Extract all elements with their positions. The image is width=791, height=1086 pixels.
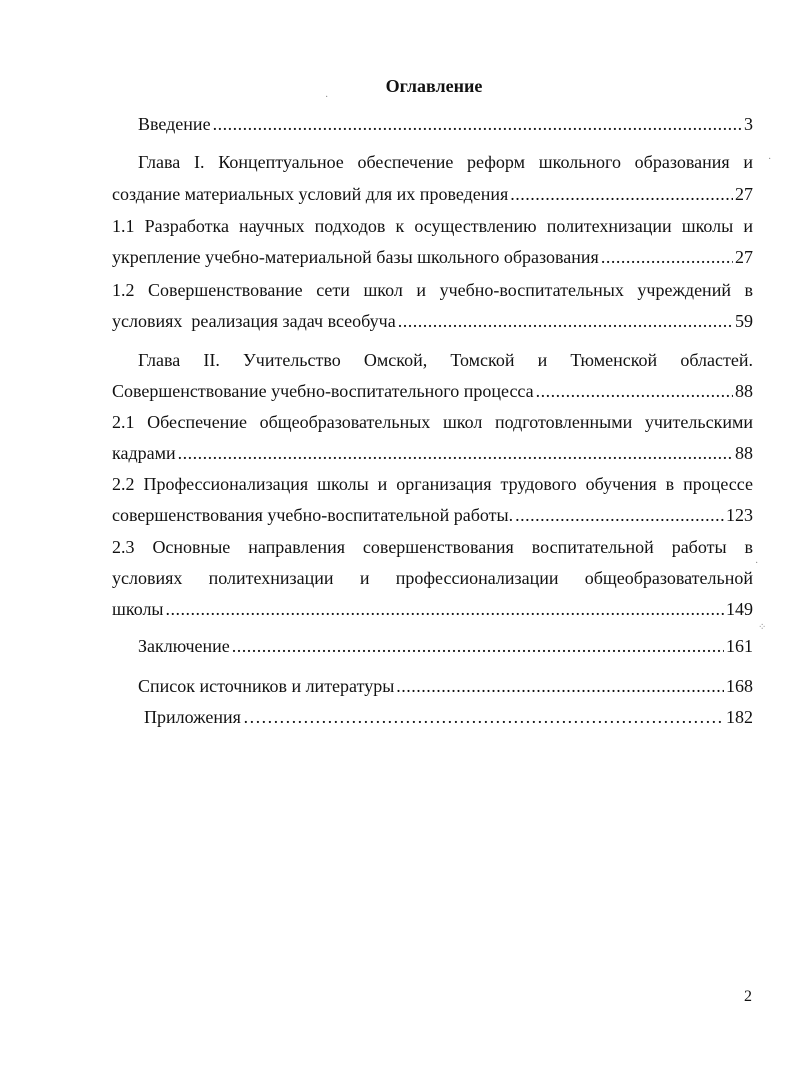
toc-chapter-2-line2[interactable]: [112, 379, 753, 403]
dot-leader: [515, 503, 724, 527]
toc-entry-intro[interactable]: [138, 112, 753, 136]
toc-entry-page: 88: [735, 381, 753, 401]
toc-section-2-2-line2[interactable]: [112, 503, 753, 527]
dot-leader: [396, 674, 724, 698]
toc-entry-label: совершенствования учебно-воспитательной работы.: [112, 505, 514, 525]
toc-entry-label: создание материальных условий для их проведения: [112, 184, 509, 204]
dot-leader: [601, 245, 733, 269]
toc-section-2-1-line2[interactable]: [112, 441, 753, 465]
dot-leader: [213, 112, 742, 136]
toc-chapter-2-line1[interactable]: Глава II. Учительство Омской, Томской и Тюменской областей.: [138, 350, 753, 370]
toc-section-1-2-line2[interactable]: [112, 309, 753, 333]
scan-speck: ·: [755, 558, 759, 569]
toc-entry-page: 149: [726, 599, 753, 619]
toc-section-1-2-line1[interactable]: 1.2 Совершенствование сети школ и учебно-воспитательных учреждений в: [112, 280, 753, 300]
page-title: Оглавление: [385, 76, 483, 96]
toc-entry-page: 3: [744, 114, 753, 134]
scan-speck: ·: [768, 154, 772, 165]
dot-leader: [178, 441, 733, 465]
toc-entry-page: 182: [726, 707, 753, 727]
page-number: 2: [744, 988, 752, 1005]
dot-leader: [166, 597, 724, 621]
toc-entry-label: укрепление учебно-материальной базы школьного образования: [112, 247, 599, 267]
toc-entry-page: 27: [735, 184, 753, 204]
dot-leader: [536, 379, 733, 403]
toc-section-1-1-line1[interactable]: 1.1 Разработка научных подходов к осуществлению политехнизации школы и: [112, 216, 753, 236]
toc-section-2-3-line1[interactable]: 2.3 Основные направления совершенствования воспитательной работы в: [112, 537, 753, 557]
toc-entry-label: школы: [112, 599, 164, 619]
toc-chapter-1-line2[interactable]: [112, 182, 753, 206]
toc-entry-label: кадрами: [112, 443, 176, 463]
toc-entry-page: 59: [735, 311, 753, 331]
toc-chapter-1-line1[interactable]: Глава I. Концептуальное обеспечение реформ школьного образования и: [138, 152, 753, 172]
toc-section-2-2-line1[interactable]: 2.2 Профессионализация школы и организация трудового обучения в процессе: [112, 474, 753, 494]
toc-entry-appendix[interactable]: [144, 705, 753, 729]
toc-entry-label: Совершенствование учебно-воспитательного процесса: [112, 381, 534, 401]
scan-speck: ·: [325, 92, 329, 103]
scan-speck: ⁘: [758, 622, 767, 633]
dot-leader: [398, 309, 733, 333]
dot-leader: [243, 705, 724, 729]
toc-entry-label: Введение: [138, 114, 211, 134]
toc-entry-page: 27: [735, 247, 753, 267]
toc-entry-conclusion[interactable]: [138, 634, 753, 658]
toc-entry-page: 161: [726, 636, 753, 656]
toc-section-1-1-line2[interactable]: [112, 245, 753, 269]
toc-section-2-3-line2[interactable]: условиях политехнизации и профессионализации общеобразовательной: [112, 568, 753, 588]
toc-entry-label: Приложения: [144, 707, 241, 727]
toc-entry-label: Заключение: [138, 636, 230, 656]
dot-leader: [232, 634, 724, 658]
toc-entry-page: 168: [726, 676, 753, 696]
toc-entry-page: 88: [735, 443, 753, 463]
dot-leader: [510, 182, 733, 206]
toc-entry-label: условиях реализация задач всеобуча: [112, 311, 396, 331]
toc-section-2-3-line3[interactable]: [112, 597, 753, 621]
toc-entry-sources[interactable]: [138, 674, 753, 698]
toc-entry-label: Список источников и литературы: [138, 676, 395, 696]
toc-section-2-1-line1[interactable]: 2.1 Обеспечение общеобразовательных школ подготовленными учительскими: [112, 412, 753, 432]
toc-entry-page: 123: [726, 505, 753, 525]
